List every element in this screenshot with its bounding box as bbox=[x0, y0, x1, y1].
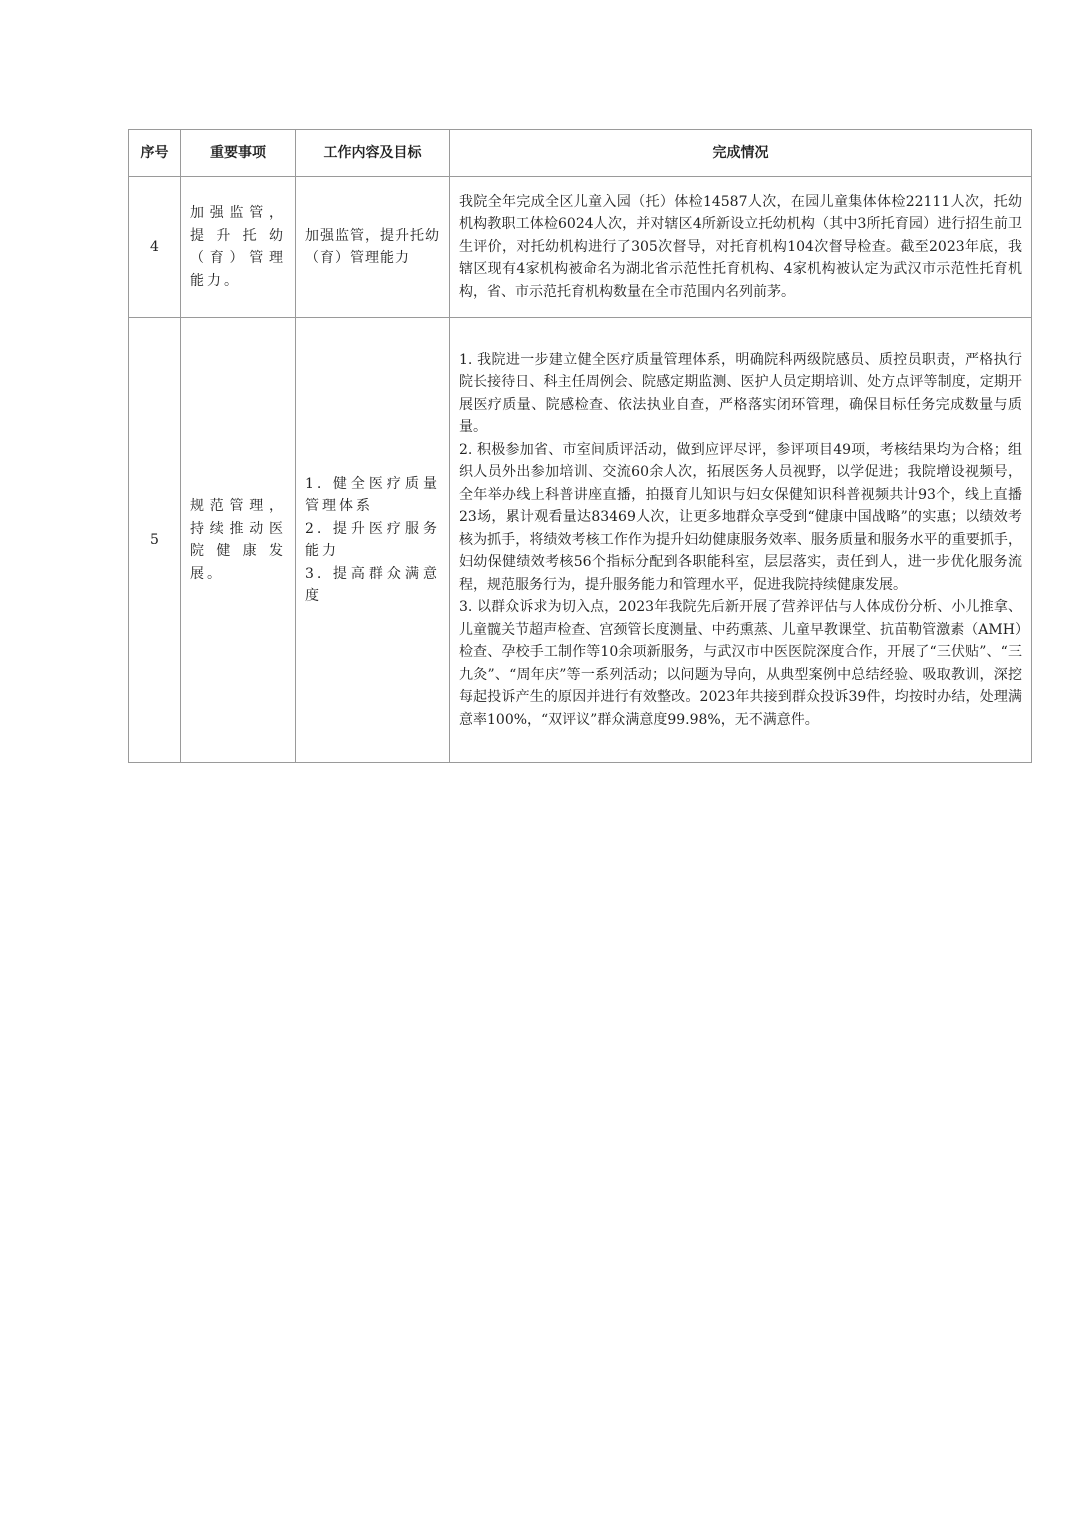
row-status bbox=[450, 177, 1032, 318]
goal-line: 3. 提高群众满意度 bbox=[305, 565, 440, 604]
row-item: 加强监管，提升托幼（育）管理能力。 bbox=[181, 177, 296, 318]
table-row bbox=[129, 177, 1032, 318]
header-goal: 工作内容及目标 bbox=[296, 130, 450, 177]
row-number: 4 bbox=[129, 177, 181, 318]
table-header-row bbox=[129, 130, 1032, 177]
status-paragraph: 2. 积极参加省、市室间质评活动，做到应评尽评，参评项目49项，考核结果均为合格；组织人员外出参加培训、交流60余人次，拓展医务人员视野，以学促进；我院增设视频号，全年举办线上科普讲座直播，拍摄育儿知识与妇女保健知识科普视频共计93个，线上直播23场，累计观看量达83469人次，让更多地群众享受到“健康中国战略”的实惠；以绩效考核为抓手，将绩效考核工作作为提升妇幼健康服务效率、服务质量和服务水平的重要抓手，妇幼保健绩效考核56个指标分配到各职能科室，层层落实，责任到人，进一步优化服务流程，规范服务行为，提升服务能力和管理水平，促进我院持续健康发展。 bbox=[459, 441, 1022, 593]
goal-line: 2. 提升医疗服务能力 bbox=[305, 520, 440, 559]
status-paragraph: 我院全年完成全区儿童入园（托）体检14587人次，在园儿童集体体检22111人次，托幼机构教职工体检6024人次，并对辖区4所新设立托幼机构（其中3所托育园）进行招生前卫生评价，对托幼机构进行了305次督导，对托育机构104次督导检查。截至2023年底，我辖区现有4家机构被命名为湖北省示范性托育机构、4家机构被认定为武汉市示范性托育机构，省、市示范托育机构数量在全市范围内名列前茅。 bbox=[459, 193, 1022, 300]
table-row bbox=[129, 318, 1032, 763]
work-report-table bbox=[128, 129, 1032, 763]
row-status bbox=[450, 318, 1032, 763]
row-number: 5 bbox=[129, 318, 181, 763]
row-item: 规范管理，持续推动医院健康发展。 bbox=[181, 318, 296, 763]
header-no: 序号 bbox=[129, 130, 181, 177]
goal-line: 加强监管，提升托幼（育）管理能力 bbox=[305, 227, 440, 266]
goal-line: 1. 健全医疗质量管理体系 bbox=[305, 475, 440, 514]
header-item: 重要事项 bbox=[181, 130, 296, 177]
header-status: 完成情况 bbox=[450, 130, 1032, 177]
row-goal bbox=[296, 318, 450, 763]
status-paragraph: 3. 以群众诉求为切入点，2023年我院先后新开展了营养评估与人体成份分析、小儿推拿、儿童髋关节超声检查、宫颈管长度测量、中药熏蒸、儿童早教课堂、抗苗勒管激素（AMH）检查、孕校手工制作等10余项新服务，与武汉市中医医院深度合作，开展了“三伏贴”、“三九灸”、“周年庆”等一系列活动；以问题为导向，从典型案例中总结经验、吸取教训，深挖每起投诉产生的原因并进行有效整改。2023年共接到群众投诉39件，均按时办结，处理满意率100%，“双评议”群众满意度99.98%，无不满意件。 bbox=[459, 599, 1022, 728]
status-paragraph: 1. 我院进一步建立健全医疗质量管理体系，明确院科两级院感员、质控员职责，严格执行院长接待日、科主任周例会、院感定期监测、医护人员定期培训、处方点评等制度，定期开展医疗质量、院感检查、依法执业自查，严格落实闭环管理，确保目标任务完成数量与质量。 bbox=[459, 351, 1022, 436]
row-goal bbox=[296, 177, 450, 318]
